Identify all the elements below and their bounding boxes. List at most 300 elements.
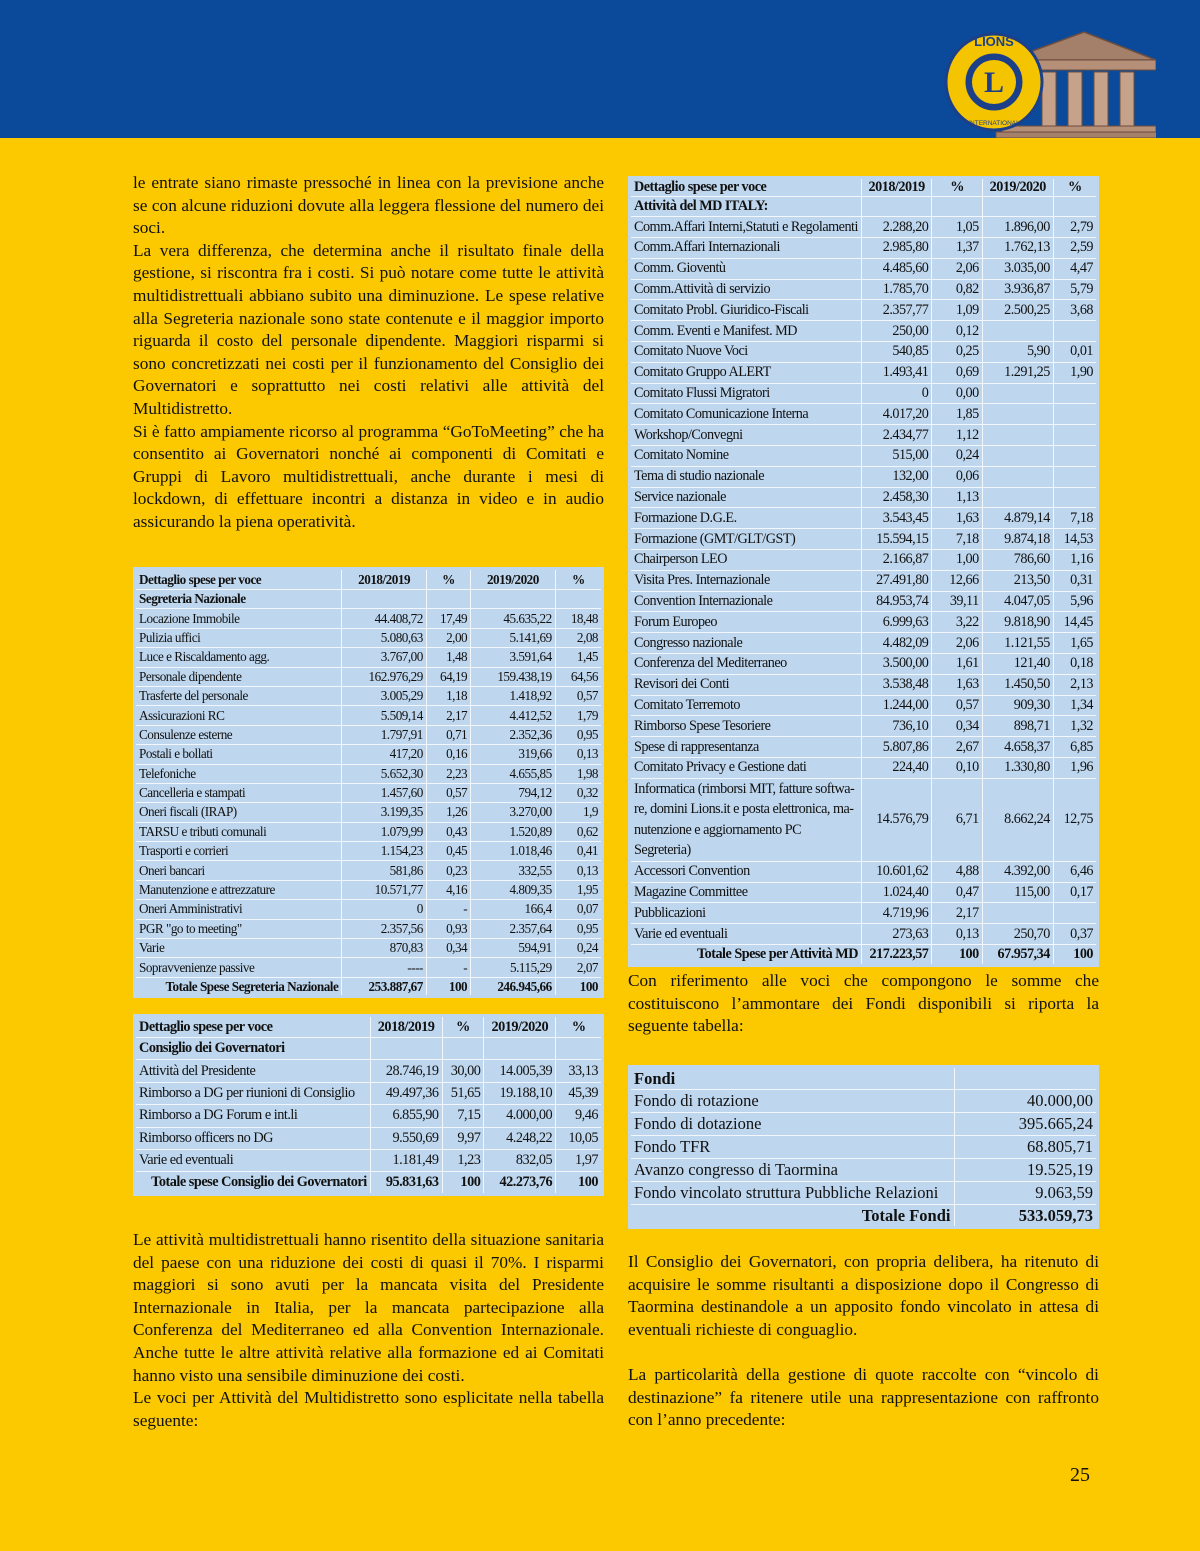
table-row	[135, 958, 603, 977]
row-value: 2,06	[932, 633, 982, 654]
row-value: 2,17	[426, 706, 470, 725]
row-value: 2.985,80	[861, 238, 931, 259]
row-label: Pubblicazioni	[630, 903, 862, 924]
row-value: 217.223,57	[861, 945, 931, 966]
row-value: 159.438,19	[471, 667, 556, 686]
row-value: 1.493,41	[861, 362, 931, 383]
row-value: 1,16	[1053, 550, 1097, 571]
row-label: Avanzo congresso di Taormina	[630, 1159, 955, 1182]
row-value: 0,82	[932, 279, 982, 300]
row-value: 0,10	[932, 758, 982, 779]
paragraph: Il Consiglio dei Governatori, con propria delibera, ha ritenuto di acquisire le somme risultanti a disposizione dopo il Congresso di Taormina destinandole a un apposito fondo vincolato in attesa di eventuali richieste di conguaglio.	[628, 1252, 1099, 1339]
row-label: Service nazionale	[630, 487, 862, 508]
table-row	[630, 903, 1098, 924]
row-value: 0,71	[426, 725, 470, 744]
row-value: 1.450,50	[982, 674, 1053, 695]
table-row	[135, 764, 603, 783]
row-value: 1.291,25	[982, 362, 1053, 383]
table-row	[630, 570, 1098, 591]
row-value: 1,79	[555, 706, 602, 725]
row-value: 3,68	[1053, 300, 1097, 321]
row-value: 17,49	[426, 609, 470, 628]
header-cell: %	[442, 1016, 484, 1038]
row-value: 2,67	[932, 737, 982, 758]
row-value: 1.024,40	[861, 882, 931, 903]
row-value	[982, 466, 1053, 487]
row-value: 3.538,48	[861, 674, 931, 695]
row-value: 1.896,00	[982, 217, 1053, 238]
row-label: Totale spese Consiglio dei Governatori	[135, 1172, 371, 1194]
row-value: 273,63	[861, 924, 931, 945]
row-value: 1,90	[1053, 362, 1097, 383]
row-value: 1,85	[932, 404, 982, 425]
row-value: 4.809,35	[471, 880, 556, 899]
row-value: 14,53	[1053, 529, 1097, 550]
table-row	[135, 1060, 603, 1082]
row-value: 45,39	[556, 1082, 603, 1104]
table-row	[135, 609, 603, 628]
row-value: 2,06	[932, 258, 982, 279]
row-value: 1,63	[932, 508, 982, 529]
row-value: 100	[426, 977, 470, 996]
row-value: 0,13	[555, 745, 602, 764]
row-label: Comitato Flussi Migratori	[630, 383, 862, 404]
row-label: Rimborso a DG Forum e int.li	[135, 1105, 371, 1127]
row-value: 1,13	[932, 487, 982, 508]
row-value: 1,34	[1053, 695, 1097, 716]
row-value: 1,26	[426, 803, 470, 822]
row-value: 0,95	[555, 919, 602, 938]
lions-logo	[944, 24, 1156, 138]
row-value	[982, 404, 1053, 425]
row-value: 0,57	[932, 695, 982, 716]
row-label: Conferenza del Mediterraneo	[630, 654, 862, 675]
row-value: 4.412,52	[471, 706, 556, 725]
row-value: 3.199,35	[342, 803, 427, 822]
table-row	[135, 745, 603, 764]
row-value: 9.550,69	[370, 1127, 442, 1149]
section-label: Segreteria Nazionale	[135, 590, 342, 609]
right-column-text-1	[628, 970, 1099, 1038]
row-label: Formazione D.G.E.	[630, 508, 862, 529]
row-value	[982, 425, 1053, 446]
row-label: Assicurazioni RC	[135, 706, 342, 725]
row-value: 5.141,69	[471, 628, 556, 647]
table-row	[135, 648, 603, 667]
row-label: Rimborso a DG per riunioni di Consiglio	[135, 1082, 371, 1104]
row-value: 2,17	[932, 903, 982, 924]
table-row	[630, 446, 1098, 467]
row-value: 3,22	[932, 612, 982, 633]
row-value: 2.357,64	[471, 919, 556, 938]
paragraph: le entrate siano rimaste pressoché in linea con la previsione anche se con alcune riduzioni dovute alla leggera flessione del numero dei soci.	[133, 173, 604, 238]
row-label: Chairperson LEO	[630, 550, 862, 571]
row-value: 3.005,29	[342, 686, 427, 705]
row-value: 1,37	[932, 238, 982, 259]
row-label: Rimborso officers no DG	[135, 1127, 371, 1149]
paragraph: Le voci per Attività del Multidistretto sono esplicitate nella tabella seguente:	[133, 1388, 604, 1430]
md-table	[628, 176, 1099, 967]
row-value: 1.154,23	[342, 842, 427, 861]
row-label: Comitato Nuove Voci	[630, 342, 862, 363]
row-label: TARSU e tributi comunali	[135, 822, 342, 841]
row-value: 1.457,60	[342, 783, 427, 802]
row-value: 0,34	[932, 716, 982, 737]
header-cell: %	[426, 569, 470, 590]
header-cell: 2019/2020	[484, 1016, 556, 1038]
row-value: 0,47	[932, 882, 982, 903]
table-row	[135, 1149, 603, 1171]
table-row	[630, 321, 1098, 342]
row-value: 2,59	[1053, 238, 1097, 259]
fondi-header: Fondi	[630, 1067, 955, 1090]
row-label: Comm.Affari Internazionali	[630, 238, 862, 259]
right-column-text-2	[628, 1251, 1099, 1341]
row-value: 0,34	[426, 939, 470, 958]
row-value: 1.079,99	[342, 822, 427, 841]
row-value: 100	[555, 977, 602, 996]
header-cell: Dettaglio spese per voce	[630, 178, 862, 197]
row-value: 6,85	[1053, 737, 1097, 758]
table-row	[630, 737, 1098, 758]
row-value: 1,32	[1053, 716, 1097, 737]
row-label: Oneri fiscali (IRAP)	[135, 803, 342, 822]
row-value: 49.497,36	[370, 1082, 442, 1104]
row-label: Accessori Convention	[630, 861, 862, 882]
table-row	[630, 342, 1098, 363]
row-value: 4.047,05	[982, 591, 1053, 612]
header-cell: 2018/2019	[342, 569, 427, 590]
row-value	[1053, 466, 1097, 487]
row-label: Sopravvenienze passive	[135, 958, 342, 977]
row-value: 250,70	[982, 924, 1053, 945]
row-value: 2,00	[426, 628, 470, 647]
row-value: 132,00	[861, 466, 931, 487]
row-value: 213,50	[982, 570, 1053, 591]
row-value: 9.874,18	[982, 529, 1053, 550]
table-row	[135, 900, 603, 919]
row-value: 67.957,34	[982, 945, 1053, 966]
row-value: 18,48	[555, 609, 602, 628]
row-value: 4.719,96	[861, 903, 931, 924]
table-row	[135, 861, 603, 880]
row-value: 9,46	[556, 1105, 603, 1127]
row-value: 4.485,60	[861, 258, 931, 279]
row-value: 2.352,36	[471, 725, 556, 744]
row-value: 84.953,74	[861, 591, 931, 612]
row-value: 1,09	[932, 300, 982, 321]
table-row	[630, 778, 1098, 861]
header-cell: 2019/2020	[982, 178, 1053, 197]
row-label	[630, 778, 862, 861]
row-label: Fondo TFR	[630, 1136, 955, 1159]
row-label: Cancelleria e stampati	[135, 783, 342, 802]
table-row	[630, 550, 1098, 571]
row-label: Comm. Gioventù	[630, 258, 862, 279]
row-value	[1053, 487, 1097, 508]
row-value	[982, 321, 1053, 342]
row-label: Postali e bollati	[135, 745, 342, 764]
header-cell: Dettaglio spese per voce	[135, 1016, 371, 1038]
row-value: 12,75	[1053, 778, 1097, 861]
row-value: 9.818,90	[982, 612, 1053, 633]
row-value: 6,46	[1053, 861, 1097, 882]
row-value: 0	[861, 383, 931, 404]
row-value: 12,66	[932, 570, 982, 591]
table-row	[135, 783, 603, 802]
row-value: 417,20	[342, 745, 427, 764]
row-value: 8.662,24	[982, 778, 1053, 861]
table-row	[630, 674, 1098, 695]
row-label: Workshop/Convegni	[630, 425, 862, 446]
row-value: 3.270,00	[471, 803, 556, 822]
row-value: 4.658,37	[982, 737, 1053, 758]
row-value: 581,86	[342, 861, 427, 880]
row-value: 2,13	[1053, 674, 1097, 695]
row-value: 2.500,25	[982, 300, 1053, 321]
row-value: 1,98	[555, 764, 602, 783]
row-value: 40.000,00	[954, 1090, 1098, 1113]
row-value: 9.063,59	[954, 1182, 1098, 1205]
header-cell: 2018/2019	[861, 178, 931, 197]
row-value: 2.288,20	[861, 217, 931, 238]
row-value: 1.181,49	[370, 1149, 442, 1171]
row-label: Comm. Eventi e Manifest. MD	[630, 321, 862, 342]
paragraph: Le attività multidistrettuali hanno risentito della situazione sanitaria del paese con una riduzione dei costi di quasi il 70%. I risparmi maggiori si sono avuti per la mancata visita del Presidente Internazionale in Italia, per la mancata partecipazione alla Conferenza del Mediterraneo ed alla Convention Internazionale. Anche tutte le altre attività relative alla formazione ed ai Comitati hanno visto una sensibile diminuzione dei costi.	[133, 1230, 604, 1385]
row-value: 395.665,24	[954, 1113, 1098, 1136]
row-value: 7,15	[442, 1105, 484, 1127]
row-value	[982, 383, 1053, 404]
header-cell: %	[932, 178, 982, 197]
row-label: Tema di studio nazionale	[630, 466, 862, 487]
table-row	[630, 612, 1098, 633]
row-value: 1.797,91	[342, 725, 427, 744]
row-value: 4.655,85	[471, 764, 556, 783]
row-value: 100	[556, 1172, 603, 1194]
row-value: 39,11	[932, 591, 982, 612]
row-value: 0,62	[555, 822, 602, 841]
row-value: 7,18	[932, 529, 982, 550]
table-row	[135, 803, 603, 822]
row-value: 100	[932, 945, 982, 966]
row-value: 10.571,77	[342, 880, 427, 899]
row-value	[982, 487, 1053, 508]
row-value: 0,16	[426, 745, 470, 764]
row-label: Comm.Attività di servizio	[630, 279, 862, 300]
row-value: 14.005,39	[484, 1060, 556, 1082]
row-label-line: Informatica (rimborsi MIT, fatture softwa-	[634, 780, 855, 797]
row-value: 64,56	[555, 667, 602, 686]
table-row	[630, 1136, 1098, 1159]
table-row	[630, 591, 1098, 612]
row-value: 1.330,80	[982, 758, 1053, 779]
table-row	[135, 686, 603, 705]
row-value: 1,97	[556, 1149, 603, 1171]
row-label: Totale Spese Segreteria Nazionale	[135, 977, 342, 996]
row-value: 30,00	[442, 1060, 484, 1082]
row-value: 0,07	[555, 900, 602, 919]
row-value: -	[426, 958, 470, 977]
row-value: 4.879,14	[982, 508, 1053, 529]
table-row	[135, 1105, 603, 1127]
table-row	[135, 919, 603, 938]
row-value: 100	[1053, 945, 1097, 966]
row-value: 10,05	[556, 1127, 603, 1149]
row-value: 1,96	[1053, 758, 1097, 779]
row-label: Visita Pres. Internazionale	[630, 570, 862, 591]
row-value: 6.855,90	[370, 1105, 442, 1127]
table-row	[630, 882, 1098, 903]
row-value: 2,23	[426, 764, 470, 783]
row-value: 533.059,73	[954, 1205, 1098, 1228]
row-value: 515,00	[861, 446, 931, 467]
row-value: 100	[442, 1172, 484, 1194]
header-cell: 2018/2019	[370, 1016, 442, 1038]
row-value: 909,30	[982, 695, 1053, 716]
table-row	[630, 404, 1098, 425]
row-value: ----	[342, 958, 427, 977]
row-value: 5.807,86	[861, 737, 931, 758]
row-label: Manutenzione e attrezzature	[135, 880, 342, 899]
page-number: 25	[1070, 1464, 1090, 1486]
row-value: 2.357,77	[861, 300, 931, 321]
svg-text:INTERNATIONAL: INTERNATIONAL	[968, 120, 1020, 127]
row-value: 4,47	[1053, 258, 1097, 279]
row-value	[1053, 321, 1097, 342]
row-value: 0,13	[932, 924, 982, 945]
row-value: 115,00	[982, 882, 1053, 903]
row-label: PGR "go to meeting"	[135, 919, 342, 938]
row-value: 1.520,89	[471, 822, 556, 841]
row-label: Fondo di dotazione	[630, 1113, 955, 1136]
row-value: 0,23	[426, 861, 470, 880]
row-value: 42.273,76	[484, 1172, 556, 1194]
row-value: 2.357,56	[342, 919, 427, 938]
row-value: 0,93	[426, 919, 470, 938]
table-row	[630, 279, 1098, 300]
row-label: Varie ed eventuali	[135, 1149, 371, 1171]
row-value: 898,71	[982, 716, 1053, 737]
row-label: Comitato Gruppo ALERT	[630, 362, 862, 383]
row-value: 4.248,22	[484, 1127, 556, 1149]
row-value: 224,40	[861, 758, 931, 779]
row-value: 736,10	[861, 716, 931, 737]
row-value: 95.831,63	[370, 1172, 442, 1194]
row-value: 3.936,87	[982, 279, 1053, 300]
row-value	[1053, 446, 1097, 467]
segreteria-table-wrap	[133, 567, 604, 998]
table-row	[630, 695, 1098, 716]
row-value: 2.458,30	[861, 487, 931, 508]
table-row	[630, 861, 1098, 882]
table-row	[630, 425, 1098, 446]
row-value: 162.976,29	[342, 667, 427, 686]
row-label: Trasporti e corrieri	[135, 842, 342, 861]
row-value: 0,24	[555, 939, 602, 958]
left-column	[133, 172, 604, 534]
row-value: 6.999,63	[861, 612, 931, 633]
row-value: 5.115,29	[471, 958, 556, 977]
row-value: 1,63	[932, 674, 982, 695]
header-cell: Dettaglio spese per voce	[135, 569, 342, 590]
row-value: 1.018,46	[471, 842, 556, 861]
row-value: 1,61	[932, 654, 982, 675]
row-value: 319,66	[471, 745, 556, 764]
row-value: 794,12	[471, 783, 556, 802]
row-label: Oneri Amministrativi	[135, 900, 342, 919]
row-value: 246.945,66	[471, 977, 556, 996]
row-value: 5.509,14	[342, 706, 427, 725]
row-label-line: nutenzione e aggiornamento PC Segreteria)	[634, 821, 802, 859]
table-row	[630, 1090, 1098, 1113]
row-value: 0,37	[1053, 924, 1097, 945]
table-row	[135, 1082, 603, 1104]
row-label: Revisori dei Conti	[630, 674, 862, 695]
table-row	[135, 939, 603, 958]
row-label: Rimborso Spese Tesoriere	[630, 716, 862, 737]
row-value: 1.762,13	[982, 238, 1053, 259]
row-value: 540,85	[861, 342, 931, 363]
row-value: 0,06	[932, 466, 982, 487]
row-value: 250,00	[861, 321, 931, 342]
table-row	[630, 487, 1098, 508]
row-value: 1,23	[442, 1149, 484, 1171]
row-value: 1,18	[426, 686, 470, 705]
row-value: 0,31	[1053, 570, 1097, 591]
row-value: 0,43	[426, 822, 470, 841]
row-value: 1,9	[555, 803, 602, 822]
row-value: 5,96	[1053, 591, 1097, 612]
paragraph: Con riferimento alle voci che compongono le somme che costituiscono l’ammontare dei Fondi disponibili si riporta la seguente tabella:	[628, 971, 1099, 1036]
table-row	[135, 667, 603, 686]
row-value: 0,13	[555, 861, 602, 880]
row-value: 253.887,67	[342, 977, 427, 996]
row-value	[1053, 404, 1097, 425]
row-value: 4.000,00	[484, 1105, 556, 1127]
row-value: 332,55	[471, 861, 556, 880]
row-label: Convention Internazionale	[630, 591, 862, 612]
table-row	[135, 628, 603, 647]
paragraph: Si è fatto ampiamente ricorso al programma “GoToMeeting” che ha consentito ai Governatori nonché ai componenti di Comitati e Gruppi di Lavoro multidistrettuali, anche durante i mesi di lockdown, di effettuare incontri a distanza in video e in audio assicurando la piena operatività.	[133, 421, 604, 531]
row-value	[982, 446, 1053, 467]
row-value: 0,18	[1053, 654, 1097, 675]
row-value: 5.652,30	[342, 764, 427, 783]
segreteria-table	[133, 567, 604, 998]
row-value: 1.785,70	[861, 279, 931, 300]
row-value: 6,71	[932, 778, 982, 861]
row-value: 14.576,79	[861, 778, 931, 861]
row-value: 4,88	[932, 861, 982, 882]
row-value: 44.408,72	[342, 609, 427, 628]
row-value: 0,32	[555, 783, 602, 802]
header-cell: %	[556, 1016, 603, 1038]
table-row	[135, 706, 603, 725]
total-row	[135, 977, 603, 996]
row-value: 19.188,10	[484, 1082, 556, 1104]
row-value: 786,60	[982, 550, 1053, 571]
section-label: Attività del MD ITALY:	[630, 197, 862, 217]
row-value: 0,57	[426, 783, 470, 802]
row-label: Comitato Nomine	[630, 446, 862, 467]
row-value: 1,00	[932, 550, 982, 571]
left-column-lower	[133, 1229, 604, 1432]
row-value: 9,97	[442, 1127, 484, 1149]
table-row	[630, 654, 1098, 675]
table-row	[135, 842, 603, 861]
row-value	[982, 903, 1053, 924]
table-row	[630, 758, 1098, 779]
table-row	[630, 529, 1098, 550]
